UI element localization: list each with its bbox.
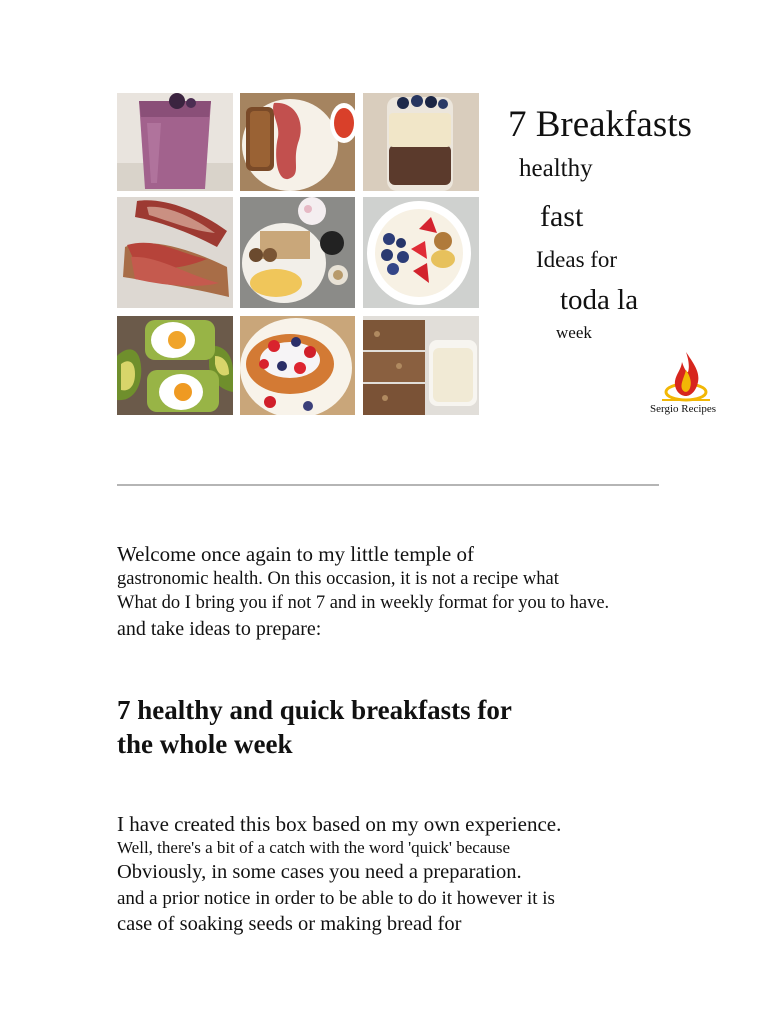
cover-line-ideas: Ideas for: [536, 247, 618, 272]
heading-line: the whole week: [117, 729, 293, 759]
intro-line: What do I bring you if not 7 and in weekly format for you to have.: [117, 593, 610, 613]
intro-line: gastronomic health. On this occasion, it is not a recipe what: [117, 569, 559, 589]
avocado-egg-toast-icon: [117, 316, 233, 415]
cover-line-toda-la: toda la: [560, 284, 639, 316]
ham-toast-icon: [117, 197, 233, 308]
cover-line-week: week: [556, 323, 592, 342]
section-heading: [117, 693, 512, 761]
chia-pudding-jar-icon: [363, 93, 479, 191]
cover-title: 7 Breakfasts: [508, 104, 692, 145]
yogurt-berries-bowl-icon: [363, 197, 479, 308]
brand-name: Sergio Recipes: [650, 403, 717, 415]
cover-line-healthy: healthy: [519, 155, 593, 182]
crispbread-tray-icon: [240, 197, 355, 308]
body-line: Obviously, in some cases you need a preparation.: [117, 861, 522, 883]
intro-paragraph: [117, 542, 697, 642]
body-paragraph: [117, 812, 697, 938]
heading-line: 7 healthy and quick breakfasts for: [117, 695, 512, 725]
body-line: Well, there's a bit of a catch with the word 'quick' because: [117, 838, 511, 857]
body-line: case of soaking seeds or making bread for: [117, 913, 462, 935]
intro-line: and take ideas to prepare:: [117, 618, 322, 640]
body-line: and a prior notice in order to be able to do it however it is: [117, 888, 555, 909]
berry-pancake-icon: [240, 316, 355, 415]
toast-ham-plate-icon: [240, 93, 355, 191]
body-line: I have created this box based on my own experience.: [117, 812, 562, 836]
cover-photo-grid: [117, 93, 479, 415]
smoothie-glass-icon: [117, 93, 233, 191]
bread-milk-icon: [363, 316, 479, 415]
cover-line-fast: fast: [540, 200, 584, 233]
horizontal-divider: [117, 484, 659, 486]
intro-line: Welcome once again to my little temple of: [117, 542, 474, 566]
